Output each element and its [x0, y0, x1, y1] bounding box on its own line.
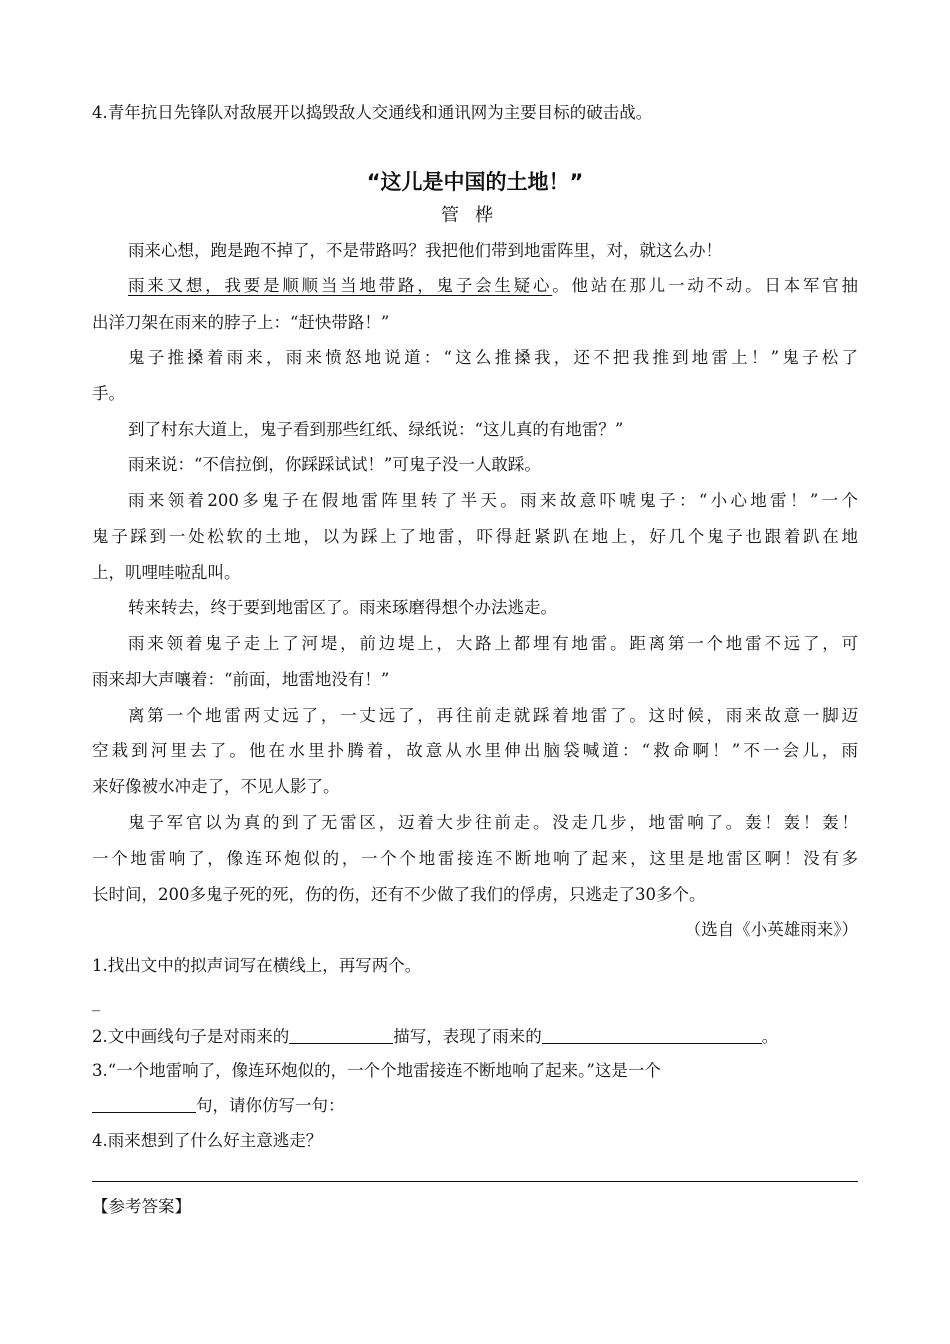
paragraph-6-line-3: 上，叽哩哇啦乱叫。 — [92, 563, 241, 582]
paragraph-8-line-1: 雨来领着鬼子走上了河堤，前边堤上，大路上都埋有地雷。距离第一个地雷不远了，可 — [128, 634, 858, 653]
question-3-line-2 — [92, 1095, 858, 1117]
question-1-answer-line: _ — [92, 992, 101, 1011]
question-2-part-c: 。 — [761, 1027, 779, 1046]
paragraph-9-line-2: 空栽到河里去了。他在水里扑腾着，故意从水里伸出脑袋喊道：“救命啊！”不一会儿，雨 — [92, 741, 858, 760]
paragraph-6-line-2: 鬼子踩到一处松软的土地，以为踩上了地雷，吓得赶紧趴在地上，好几个鬼子也跟着趴在地 — [92, 527, 858, 546]
paragraph-10-line-2: 一个地雷响了，像连环炮似的，一个个地雷接连不断地响了起来，这里是地雷区啊！没有多 — [92, 849, 858, 868]
paragraph-4: 到了村东大道上，鬼子看到那些红纸、绿纸说：“这儿真的有地雷？” — [128, 420, 624, 439]
paragraph-7: 转来转去，终于要到地雷区了。雨来琢磨得想个办法逃走。 — [128, 598, 557, 617]
question-1: 1.找出文中的拟声词写在横线上，再写两个。 — [92, 956, 422, 975]
paragraph-6-line-1: 雨来领着200多鬼子在假地雷阵里转了半天。雨来故意吓唬鬼子：“小心地雷！”一个 — [128, 491, 858, 510]
paragraph-2-rest: 。他站在那儿一动不动。日本军官抽 — [552, 276, 859, 295]
paragraph-10-line-1: 鬼子军官以为真的到了无雷区，迈着大步往前走。没走几步，地雷响了。轰！轰！轰！ — [128, 813, 858, 832]
paragraph-9-line-1: 离第一个地雷两丈远了，一丈远了，再往前走就踩着地雷了。这时候，雨来故意一脚迈 — [128, 706, 858, 725]
question-2-part-b: 描写，表现了雨来的 — [393, 1027, 542, 1046]
section-divider — [92, 1181, 858, 1182]
answer-blank-description-type[interactable] — [289, 1027, 393, 1044]
underlined-sentence: 雨来又想，我要是顺顺当当地带路，鬼子会生疑心 — [128, 276, 553, 295]
paragraph-9-line-3: 来好像被水冲走了，不见人影了。 — [92, 777, 340, 796]
paragraph-2-line-2: 出洋刀架在雨来的脖子上：“赶快带路！” — [92, 313, 390, 332]
question-3-line-1: 3.“一个地雷响了，像连环炮似的，一个个地雷接连不断地响了起来。”这是一个 — [92, 1061, 661, 1080]
article-source: （选自《小英雄雨来》） — [684, 920, 858, 939]
paragraph-8-line-2: 雨来却大声嚷着：“前面，地雷地没有！” — [92, 670, 390, 689]
paragraph-3-line-2: 手。 — [92, 384, 125, 403]
paragraph-1: 雨来心想，跑是跑不掉了，不是带路吗？我把他们带到地雷阵里，对，就这么办！ — [128, 241, 722, 260]
answer-heading: 【参考答案】 — [92, 1197, 191, 1216]
answer-blank-character-trait[interactable] — [542, 1027, 762, 1044]
article-author: 管桦 — [441, 205, 509, 226]
question-4: 4.雨来想到了什么好主意逃走？ — [92, 1131, 323, 1150]
paragraph-2-line-1 — [92, 275, 858, 297]
previous-item-4: 4.青年抗日先锋队对敌展开以捣毁敌人交通线和通讯网为主要目标的破击战。 — [92, 103, 653, 122]
answer-blank-sentence-type[interactable] — [92, 1096, 196, 1113]
article-title: “这儿是中国的土地！” — [366, 170, 584, 194]
question-2 — [92, 1026, 858, 1048]
question-2-part-a: 2.文中画线句子是对雨来的 — [92, 1027, 290, 1046]
paragraph-3-line-1: 鬼子推搡着雨来，雨来愤怒地说道：“这么推搡我，还不把我推到地雷上！”鬼子松了 — [128, 348, 858, 367]
paragraph-10-line-3: 长时间，200多鬼子死的死，伤的伤，还有不少做了我们的俘虏，只逃走了30多个。 — [92, 885, 706, 904]
question-3-prompt: 句，请你仿写一句： — [196, 1096, 345, 1115]
paragraph-5: 雨来说：“不信拉倒，你踩踩试试！”可鬼子没一人敢踩。 — [128, 455, 541, 474]
